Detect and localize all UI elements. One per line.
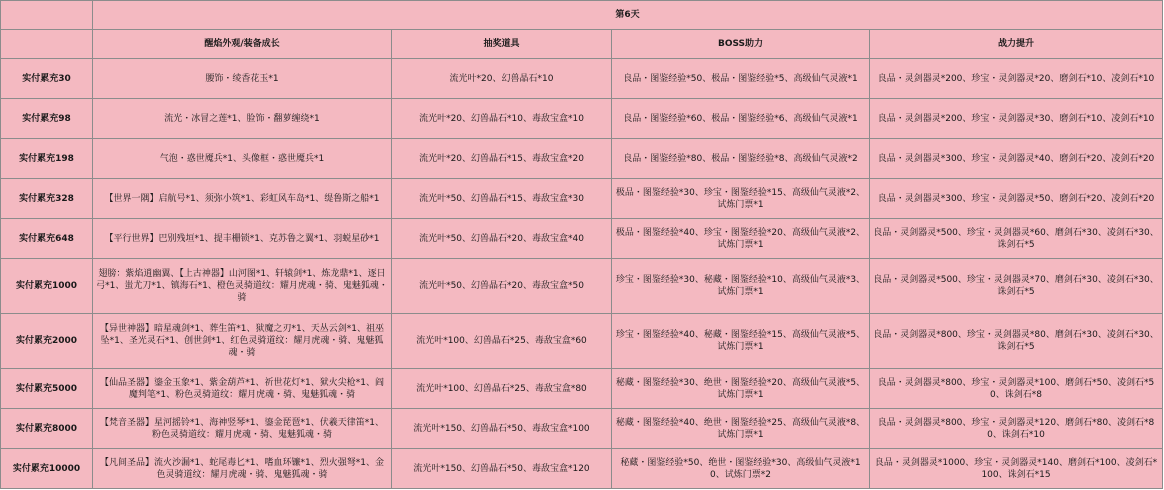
cell-draw[interactable]: 流光叶*150、幻兽晶石*50、毒敌宝盒*120 [392, 449, 612, 489]
cell-draw[interactable]: 流光叶*100、幻兽晶石*25、毒敌宝盒*80 [392, 369, 612, 409]
cell-appearance[interactable]: 气泡・惑世魇兵*1、头像框・惑世魇兵*1 [93, 139, 392, 179]
cell-draw[interactable]: 流光叶*20、幻兽晶石*15、毒敌宝盒*20 [392, 139, 612, 179]
cell-boss[interactable]: 秘藏・图鉴经验*30、绝世・图鉴经验*20、高级仙气灵液*5、试炼门票*1 [612, 369, 870, 409]
table-row [1, 179, 1163, 219]
cell-tier[interactable]: 实付累充198 [1, 139, 93, 179]
cell-appearance[interactable]: 【凡间圣品】流火沙漏*1、蛇尾毒匕*1、嗜血环镰*1、烈火强弩*1、金色灵骑道纹：耀月虎魂・骑、鬼魅狐魂・骑 [93, 449, 392, 489]
cell-appearance[interactable]: 腰饰・绫香花玉*1 [93, 59, 392, 99]
cell-appearance[interactable]: 【平行世界】巴别残垣*1、提丰栅锁*1、克苏鲁之翼*1、羽蜕星砂*1 [93, 219, 392, 259]
header-cell-appearance[interactable]: 醒焰外观/装备成长 [93, 30, 392, 59]
cell-power[interactable]: 良品・灵剑器灵*800、珍宝・灵剑器灵*80、磨剑石*30、凌剑石*30、诛剑石*5 [870, 314, 1163, 369]
cell-appearance[interactable]: 流光・冰冒之莲*1、脸饰・翻萝缠绕*1 [93, 99, 392, 139]
cell-appearance[interactable]: 【仙品圣器】鎏金玉象*1、紫金葫芦*1、祈世花灯*1、狱火尖枪*1、阎魔判笔*1、粉色灵骑道纹：耀月虎魂・骑、鬼魅狐魂・骑 [93, 369, 392, 409]
table-row [1, 139, 1163, 179]
table-row [1, 369, 1163, 409]
cell-draw[interactable]: 流光叶*50、幻兽晶石*20、毒敌宝盒*50 [392, 259, 612, 314]
cell-draw[interactable]: 流光叶*150、幻兽晶石*50、毒敌宝盒*100 [392, 409, 612, 449]
cell-draw[interactable]: 流光叶*50、幻兽晶石*15、毒敌宝盒*30 [392, 179, 612, 219]
cell-tier[interactable]: 实付累充328 [1, 179, 93, 219]
cell-boss[interactable]: 珍宝・图鉴经验*30、秘藏・图鉴经验*10、高级仙气灵液*3、试炼门票*1 [612, 259, 870, 314]
cell-boss[interactable]: 良品・图鉴经验*80、极品・图鉴经验*8、高级仙气灵液*2 [612, 139, 870, 179]
table-body [1, 1, 1163, 489]
table-row [1, 219, 1163, 259]
cell-power[interactable]: 良品・灵剑器灵*200、珍宝・灵剑器灵*30、磨剑石*10、凌剑石*10 [870, 99, 1163, 139]
day-title-cell[interactable]: 第6天 [93, 1, 1163, 30]
cell-power[interactable]: 良品・灵剑器灵*1000、珍宝・灵剑器灵*140、磨剑石*100、凌剑石*100、诛剑石*15 [870, 449, 1163, 489]
cell-tier[interactable]: 实付累充10000 [1, 449, 93, 489]
corner-cell[interactable] [1, 1, 93, 30]
header-cell-draw[interactable]: 抽奖道具 [392, 30, 612, 59]
cell-power[interactable]: 良品・灵剑器灵*500、珍宝・灵剑器灵*60、磨剑石*30、凌剑石*30、诛剑石*5 [870, 219, 1163, 259]
cell-power[interactable]: 良品・灵剑器灵*800、珍宝・灵剑器灵*120、磨剑石*80、凌剑石*80、诛剑石*10 [870, 409, 1163, 449]
cell-boss[interactable]: 秘藏・图鉴经验*40、绝世・图鉴经验*25、高级仙气灵液*8、试炼门票*1 [612, 409, 870, 449]
cell-tier[interactable]: 实付累充1000 [1, 259, 93, 314]
cell-tier[interactable]: 实付累充30 [1, 59, 93, 99]
cell-power[interactable]: 良品・灵剑器灵*200、珍宝・灵剑器灵*20、磨剑石*10、凌剑石*10 [870, 59, 1163, 99]
cell-appearance[interactable]: 【世界一隅】启航号*1、须弥小筑*1、彩虹风车岛*1、缇鲁斯之船*1 [93, 179, 392, 219]
cell-draw[interactable]: 流光叶*20、幻兽晶石*10 [392, 59, 612, 99]
cell-power[interactable]: 良品・灵剑器灵*300、珍宝・灵剑器灵*40、磨剑石*20、凌剑石*20 [870, 139, 1163, 179]
cell-boss[interactable]: 秘藏・图鉴经验*50、绝世・图鉴经验*30、高级仙气灵液*10、试炼门票*2 [612, 449, 870, 489]
cell-boss[interactable]: 珍宝・图鉴经验*40、秘藏・图鉴经验*15、高级仙气灵液*5、试炼门票*1 [612, 314, 870, 369]
cell-boss[interactable]: 良品・图鉴经验*50、极品・图鉴经验*5、高级仙气灵液*1 [612, 59, 870, 99]
cell-appearance[interactable]: 【梵音圣器】星河摇铃*1、海神竖琴*1、鎏金琵琶*1、伏羲天律笛*1、粉色灵骑道纹：耀月虎魂・骑、鬼魅狐魂・骑 [93, 409, 392, 449]
table-row [1, 99, 1163, 139]
cell-power[interactable]: 良品・灵剑器灵*500、珍宝・灵剑器灵*70、磨剑石*30、凌剑石*30、诛剑石*5 [870, 259, 1163, 314]
day-title-row [1, 1, 1163, 30]
cell-boss[interactable]: 极品・图鉴经验*40、珍宝・图鉴经验*20、高级仙气灵液*2、试炼门票*1 [612, 219, 870, 259]
cell-draw[interactable]: 流光叶*20、幻兽晶石*10、毒敌宝盒*10 [392, 99, 612, 139]
cell-tier[interactable]: 实付累充5000 [1, 369, 93, 409]
cell-power[interactable]: 良品・灵剑器灵*300、珍宝・灵剑器灵*50、磨剑石*20、凌剑石*20 [870, 179, 1163, 219]
cell-tier[interactable]: 实付累充8000 [1, 409, 93, 449]
header-cell-blank[interactable] [1, 30, 93, 59]
cell-boss[interactable]: 良品・图鉴经验*60、极品・图鉴经验*6、高级仙气灵液*1 [612, 99, 870, 139]
table-row [1, 259, 1163, 314]
cell-draw[interactable]: 流光叶*50、幻兽晶石*20、毒敌宝盒*40 [392, 219, 612, 259]
table-row [1, 59, 1163, 99]
header-row [1, 30, 1163, 59]
header-cell-boss[interactable]: BOSS助力 [612, 30, 870, 59]
cell-tier[interactable]: 实付累充2000 [1, 314, 93, 369]
cell-boss[interactable]: 极品・图鉴经验*30、珍宝・图鉴经验*15、高级仙气灵液*2、试炼门票*1 [612, 179, 870, 219]
cell-appearance[interactable]: 翅膀：紫焰逍幽翼、【上古神器】山河图*1、轩辕剑*1、炼龙鼎*1、逐日弓*1、蚩尤刀*1、镇海石*1、橙色灵骑道纹：耀月虎魂・骑、鬼魅狐魂・骑 [93, 259, 392, 314]
cell-power[interactable]: 良品・灵剑器灵*800、珍宝・灵剑器灵*100、磨剑石*50、凌剑石*50、诛剑石*8 [870, 369, 1163, 409]
table-row [1, 314, 1163, 369]
cell-draw[interactable]: 流光叶*100、幻兽晶石*25、毒敌宝盒*60 [392, 314, 612, 369]
table-row [1, 409, 1163, 449]
cell-tier[interactable]: 实付累充648 [1, 219, 93, 259]
cell-tier[interactable]: 实付累充98 [1, 99, 93, 139]
cell-appearance[interactable]: 【异世神器】暗星魂剑*1、葬生笛*1、狱魔之刃*1、天丛云剑*1、祖巫坠*1、圣光灵石*1、创世剑*1、红色灵骑道纹：耀月虎魂・骑、鬼魅狐魂・骑 [93, 314, 392, 369]
table-row [1, 449, 1163, 489]
header-cell-power[interactable]: 战力提升 [870, 30, 1163, 59]
